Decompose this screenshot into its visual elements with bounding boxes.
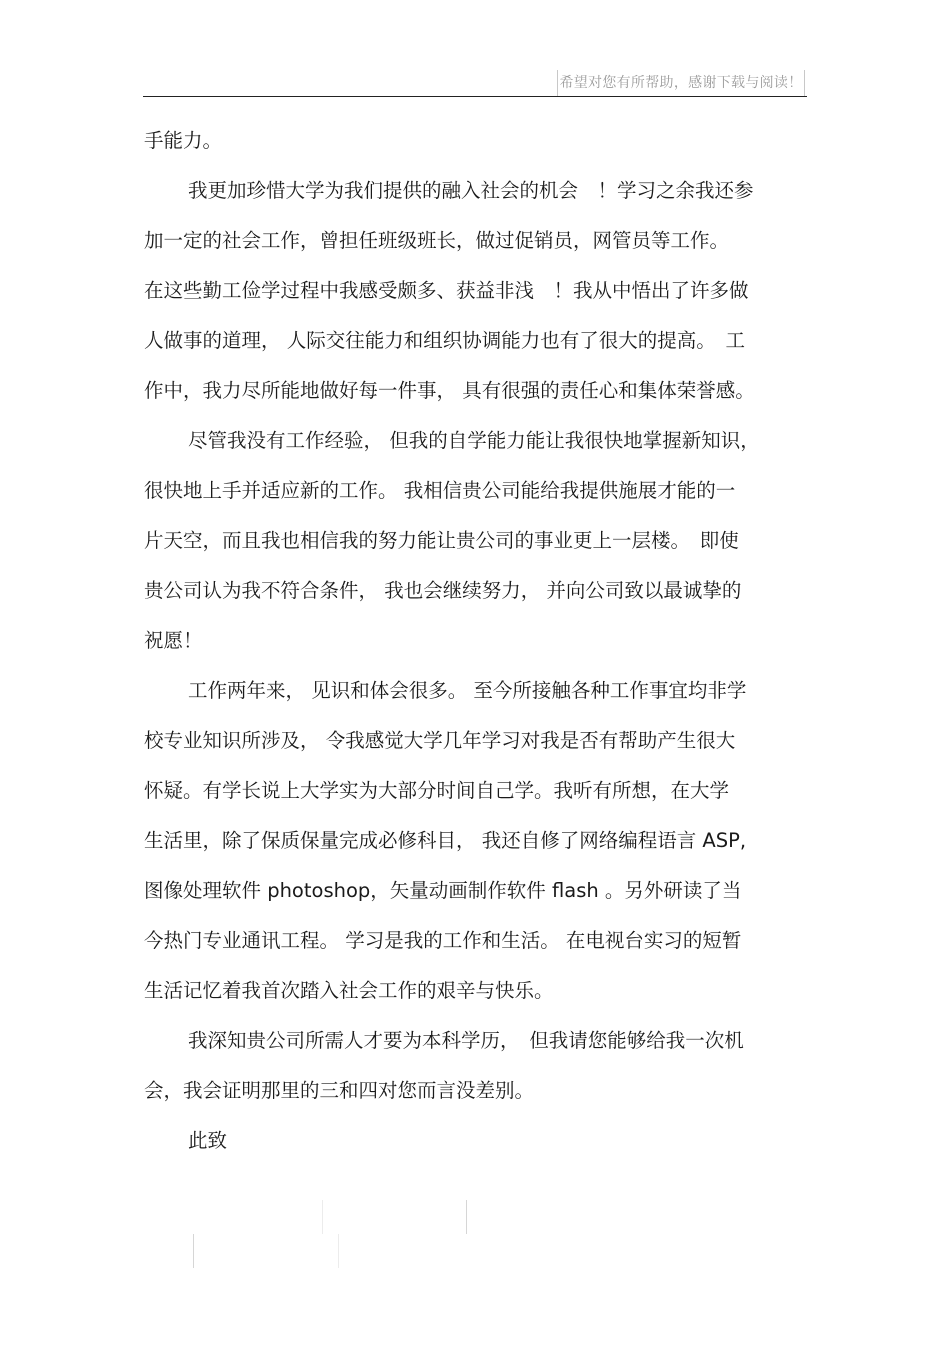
- text-line: 贵公司认为我不符合条件， 我也会继续努力， 并向公司致以最诚挚的: [144, 579, 742, 602]
- text-line: 会，我会证明那里的三和四对您而言没差别。: [144, 1079, 535, 1102]
- table-border-stub: [322, 1200, 323, 1234]
- text-line: 我更加珍惜大学为我们提供的融入社会的机会 ！学习之余我还参: [188, 179, 754, 202]
- text-line: 尽管我没有工作经验， 但我的自学能力能让我很快地掌握新知识，: [188, 429, 760, 452]
- table-border-stub: [193, 1234, 194, 1268]
- text-line: 片天空，而且我也相信我的努力能让贵公司的事业更上一层楼。 即使: [144, 529, 739, 552]
- table-border-stub: [466, 1200, 467, 1234]
- letter-body: [144, 116, 809, 1166]
- text-line: 生活记忆着我首次踏入社会工作的艰辛与快乐。: [144, 979, 554, 1002]
- text-line: 祝愿！: [144, 629, 203, 652]
- text-line: 工作两年来， 见识和体会很多。 至今所接触各种工作事宜均非学: [188, 679, 747, 702]
- text-line: 作中，我力尽所能地做好每一件事， 具有很强的责任心和集体荣誉感。: [144, 379, 755, 402]
- header-watermark-text: 希望对您有所帮助，感谢下载与阅读！: [557, 70, 805, 96]
- text-line: 此致: [188, 1129, 228, 1152]
- table-border-stub: [338, 1234, 339, 1268]
- text-line: 校专业知识所涉及， 令我感觉大学几年学习对我是否有帮助产生很大: [144, 729, 736, 752]
- text-line: 人做事的道理， 人际交往能力和组织协调能力也有了很大的提高。 工: [144, 329, 745, 352]
- text-line: 今热门专业通讯工程。 学习是我的工作和生活。 在电视台实习的短暂: [144, 929, 742, 952]
- text-line: 我深知贵公司所需人才要为本科学历， 但我请您能够给我一次机: [188, 1029, 744, 1052]
- text-line: 怀疑。有学长说上大学实为大部分时间自己学。我听有所想，在大学: [144, 779, 730, 802]
- text-line: 在这些勤工俭学过程中我感受颇多、获益非浅 ！我从中悟出了许多做: [144, 279, 749, 302]
- header-rule: [143, 96, 807, 97]
- text-line: 图像处理软件 photoshop，矢量动画制作软件 flash 。另外研读了当: [144, 879, 742, 902]
- text-line: 加一定的社会工作，曾担任班级班长，做过促销员，网管员等工作。: [144, 229, 730, 252]
- text-line: 很快地上手并适应新的工作。 我相信贵公司能给我提供施展才能的一: [144, 479, 736, 502]
- text-line: 手能力。: [144, 129, 223, 152]
- text-line: 生活里，除了保质保量完成必修科目， 我还自修了网络编程语言 ASP,: [144, 829, 747, 852]
